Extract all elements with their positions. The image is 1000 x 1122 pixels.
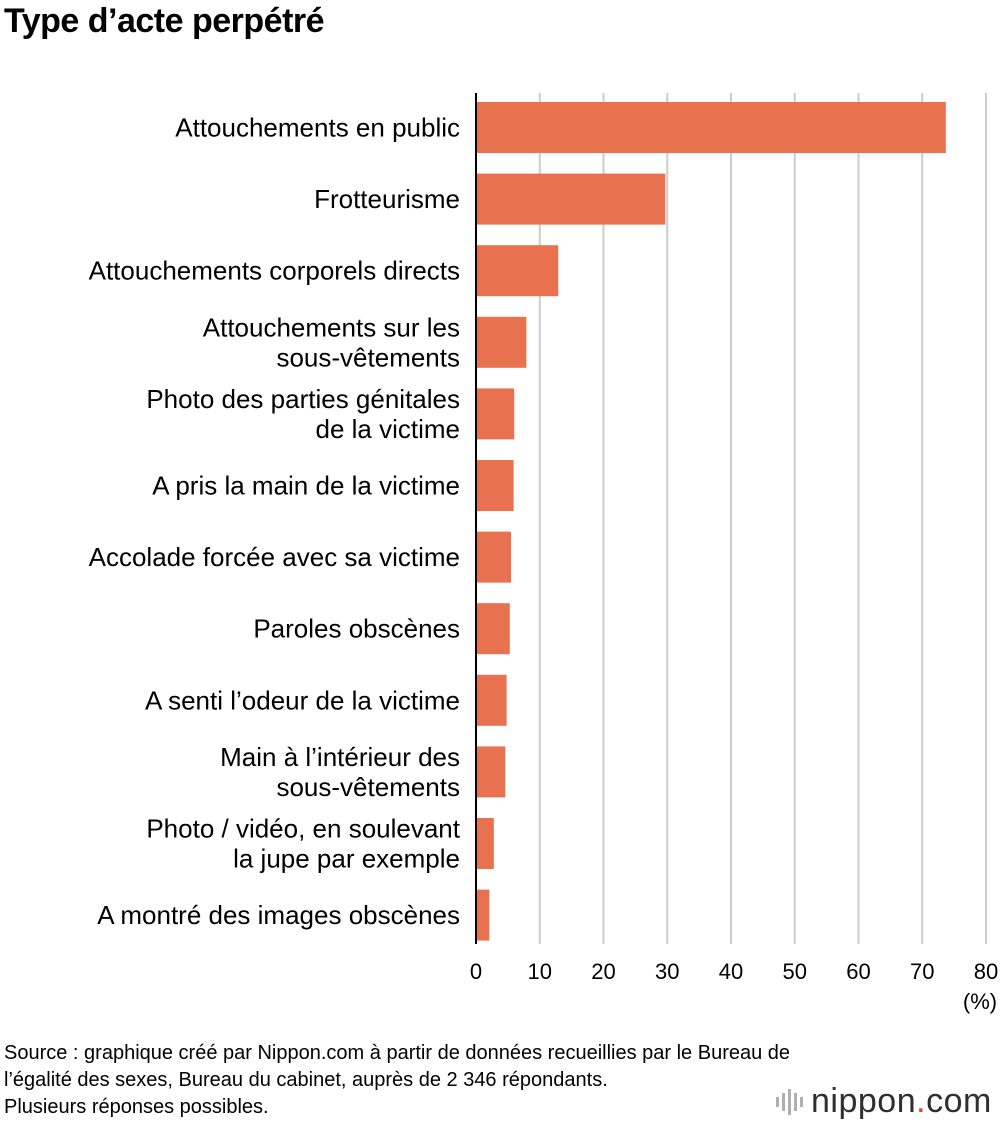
bar: [476, 746, 505, 797]
x-tick-label: 80: [973, 959, 999, 984]
x-axis-unit: (%): [962, 989, 998, 1014]
x-tick-label: 40: [718, 959, 744, 984]
category-label: Main à l’intérieur des: [220, 741, 460, 772]
category-label: A pris la main de la victime: [152, 470, 460, 501]
category-label: de la victime: [315, 413, 460, 444]
x-tick-label: 30: [655, 959, 680, 984]
bar: [476, 102, 946, 153]
sound-bars-icon: [776, 1089, 803, 1115]
x-tick-label: 20: [591, 959, 616, 984]
bars: [476, 102, 946, 941]
logo-text: [811, 1082, 992, 1121]
x-tick-label: 10: [527, 959, 552, 984]
category-label: Accolade forcée avec sa victime: [88, 542, 460, 573]
x-tick-label: 50: [782, 959, 807, 984]
category-label: Paroles obscènes: [253, 613, 460, 644]
category-label: Photo / vidéo, en soulevant: [146, 813, 460, 844]
x-tick-label: 70: [910, 959, 935, 984]
source-line: l’égalité des sexes, Bureau du cabinet, auprès de 2 346 répondants.: [4, 1069, 608, 1091]
category-label: sous-vêtements: [276, 342, 460, 373]
source-line: Source : graphique créé par Nippon.com à partir de données recueillies par le Bureau de: [4, 1042, 791, 1064]
bar: [476, 460, 514, 511]
x-axis-ticks: [470, 959, 998, 984]
bar: [476, 388, 514, 439]
nippon-logo: [776, 1082, 992, 1121]
logo-dot: .: [916, 1082, 927, 1120]
source-line: Plusieurs réponses possibles.: [4, 1096, 269, 1118]
category-label: Attouchements corporels directs: [88, 255, 460, 286]
category-label: Frotteurisme: [314, 184, 460, 215]
category-label: la jupe par exemple: [233, 843, 460, 874]
bar: [476, 603, 510, 654]
chart-title: Type d’acte perpétré: [4, 2, 325, 40]
x-tick-label: 0: [469, 959, 483, 984]
bar: [476, 675, 507, 726]
category-label: Attouchements sur les: [202, 312, 460, 343]
category-label: sous-vêtements: [276, 771, 460, 802]
bar: [476, 532, 511, 583]
category-label: Attouchements en public: [175, 112, 460, 143]
bar: [476, 317, 526, 368]
bar: [476, 818, 494, 869]
bar: [476, 174, 665, 225]
bar: [476, 890, 489, 941]
category-label: Photo des parties génitales: [146, 383, 460, 414]
logo-tld: com: [926, 1082, 992, 1120]
logo-name: nippon: [811, 1082, 917, 1120]
bar: [476, 245, 558, 296]
category-labels: [89, 113, 461, 931]
category-label: A montré des images obscènes: [97, 900, 460, 931]
x-tick-label: 60: [846, 959, 871, 984]
category-label: A senti l’odeur de la victime: [144, 685, 460, 716]
